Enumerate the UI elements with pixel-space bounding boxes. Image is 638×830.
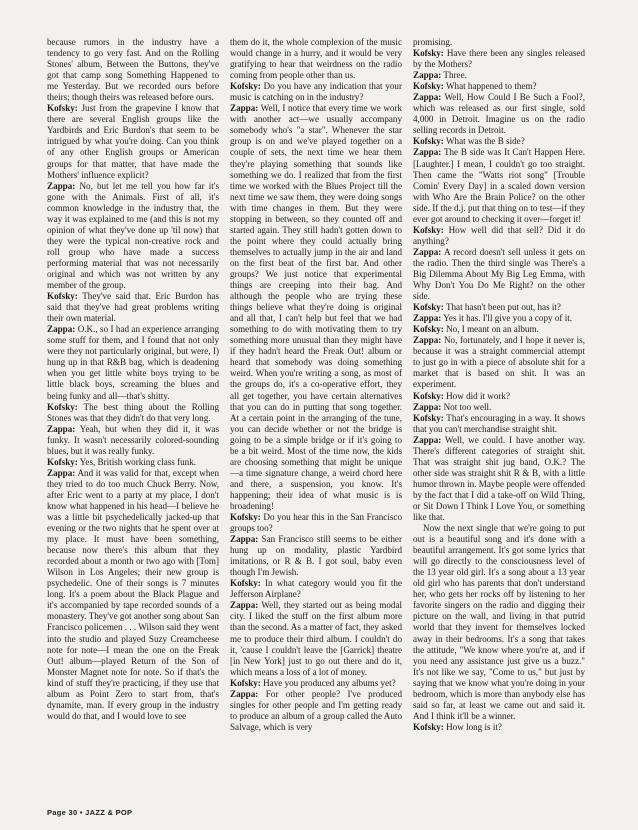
interview-turn — [413, 247, 585, 302]
paragraph-text: No, but let me tell you how far it's gone with the Animals. First of all, it's common knowledge in the industry that, the way it was explained to me (and this is not my opinion of what they've done up 'til now) that they were the typical non-creative rock and roll group who have made a success performing material that was not necessarily original and which was not written by any member of the group. — [47, 180, 219, 291]
speaker-label: Kofsky: — [230, 81, 261, 92]
paragraph-text: Have you produced any albums yet? — [263, 677, 396, 688]
page-footer: Page 30 • JAZZ & POP — [47, 808, 133, 817]
speaker-label: Zappa: — [230, 688, 259, 699]
interview-turn — [230, 512, 402, 534]
interview-turn — [47, 468, 219, 722]
paragraph-text: Not too well. — [443, 401, 492, 412]
interview-turn — [413, 81, 585, 92]
speaker-label: Zappa: — [413, 401, 442, 412]
paragraph-text: Yeah, but when they did it, it was funky. It wasn't necessarily colored-sounding blues, but it was really funky. — [47, 423, 219, 456]
speaker-label: Kofsky: — [230, 578, 261, 589]
interview-turn — [230, 689, 402, 733]
paragraph-text: promising. — [413, 37, 453, 47]
speaker-label: Zappa: — [413, 246, 442, 257]
text-column-2 — [230, 37, 402, 807]
interview-turn — [230, 103, 402, 512]
interview-turn — [230, 578, 402, 600]
interview-turn — [47, 291, 219, 324]
interview-turn — [413, 413, 585, 435]
interview-turn — [413, 147, 585, 224]
text-column-1 — [47, 37, 219, 807]
speaker-label: Zappa: — [47, 180, 76, 191]
paragraph-text: For other people? I've produced singles for other people and I'm getting ready to produce an album of a group called the Auto Salvage, which is very — [230, 688, 402, 732]
speaker-label: Kofsky: — [413, 721, 444, 732]
paragraph-text: Do you hear this in the San Francisco groups too? — [230, 512, 402, 534]
interview-turn — [413, 92, 585, 136]
paragraph-text: How long is it? — [446, 721, 502, 732]
speaker-label: Kofsky: — [413, 324, 444, 335]
paragraph-text: The B side was It Can't Happen Here. [Laughter.] I mean, I couldn't go too straight. Then came the "Watts riot song" [Trouble Comin' Every Day] in a scaled down version with Who Are the Brain Police? on the other side. If the d.j. put that thing on to test—if they ever got around to checking it over—forget it! — [413, 147, 585, 224]
speaker-label: Kofsky: — [230, 512, 261, 523]
speaker-label: Zappa: — [230, 103, 259, 114]
paragraph-text: Well, we could. I have another way. There's different categories of straight shit. That was straight shit jug band, O.K.? The other side was straight shit R & B, with a little humor thrown in. Maybe people were offended by the fact that I did a take-off on Wild Thing, or Sit Down I Think I Love You, or something like that. — [413, 434, 585, 523]
text-column-3 — [413, 37, 585, 807]
paragraph — [230, 37, 402, 81]
interview-turn — [230, 81, 402, 103]
interview-turn — [413, 324, 585, 335]
paragraph-text: Yes, British working class funk. — [79, 456, 197, 467]
paragraph-text: No, fortunately, and I hope it never is, because it was a straight commercial attempt to just go in with a piece of absolute shit for a market that is based on shit. It was an experiment. — [413, 335, 585, 390]
paragraph-text: Just from the grapevine I know that there are several English groups like the Yardbirds and Eric Burdon's that seem to be intrigued by what you're doing. Can you think of any other English groups or American groups for that matter, that have made the Mothers' influence explicit? — [47, 103, 219, 180]
paragraph-text: Do you have any indication that your music is catching on in the industry? — [230, 81, 402, 103]
paragraph-text: That hasn't been put out, has it? — [445, 302, 561, 313]
paragraph-text: San Francisco still seems to be either hung up on modality, plastic Yardbird imitations, or R & B. I got soul, baby even though I'm Jewish. — [230, 534, 402, 578]
speaker-label: Zappa: — [47, 467, 76, 478]
speaker-label: Kofsky: — [413, 224, 444, 235]
paragraph-text: How well did that sell? Did it do anything? — [413, 224, 585, 246]
paragraph-text: Now the next single that we're going to put out is a beautiful song and it's done with a beautiful arrangement. It's got some lyrics that will go directly to the consciousness level of the 13 year old girl. It's a song about a 13 year old girl who has parents that don't understand her, who gets her rocks off by listening to her favorite singers on the radio and digging their picture on the wall, and living in that putrid world that they invent for themselves locked away in their bedrooms. It's a song that takes the attitude, "We know where you're at, and if you need any assistance just give us a buzz." It's not like we say, "Come to us," but just by saying that we know what you're doing in your bedroom, which is more than anybody else has said so far, at least we came out and said it. And I think it'll be a winner. — [413, 523, 585, 721]
speaker-label: Kofsky: — [230, 677, 261, 688]
speaker-label: Kofsky: — [47, 401, 78, 412]
interview-turn — [47, 424, 219, 457]
interview-turn — [413, 313, 585, 324]
paragraph-text: because rumors in the industry have a tendency to go very fast. And on the Rolling Stones' album, Between the Buttons, they've got that camp song Something Happened to me Yesterday. But we recorded ours before theirs; though theirs was released before ours. — [47, 37, 219, 103]
interview-turn — [413, 70, 585, 81]
speaker-label: Kofsky: — [413, 81, 444, 92]
interview-turn — [47, 402, 219, 424]
speaker-label: Zappa: — [47, 324, 76, 335]
interview-turn — [413, 435, 585, 523]
paragraph — [413, 523, 585, 722]
speaker-label: Zappa: — [413, 70, 442, 81]
interview-turn — [413, 225, 585, 247]
speaker-label: Kofsky: — [413, 48, 444, 59]
paragraph-text: The best thing about the Rolling Stones was that they didn't do that very long. — [47, 401, 219, 423]
interview-turn — [230, 534, 402, 578]
speaker-label: Kofsky: — [413, 302, 444, 313]
interview-turn — [47, 324, 219, 401]
paragraph-text: No, I meant on an album. — [446, 324, 539, 335]
interview-turn — [413, 136, 585, 147]
paragraph-text: That's encouraging in a way. It shows that you can't merchandise straight shit. — [413, 412, 585, 434]
paragraph — [47, 37, 219, 103]
speaker-label: Zappa: — [413, 313, 442, 324]
speaker-label: Kofsky: — [413, 136, 444, 147]
paragraph-text: What was the B side? — [445, 136, 525, 147]
interview-turn — [413, 722, 585, 733]
paragraph — [413, 37, 585, 48]
speaker-label: Zappa: — [413, 434, 442, 445]
interview-turn — [413, 335, 585, 390]
paragraph-text: Well, I notice that every time we work with another act—we usually accompany somebody who's "a star". Whenever the star group is on and we've played together on a couple of sets, the next time we hear them they're playing something that sounds like something we do. I realized that from the first time we worked with the Blues Project till the next time we saw them, they were doing songs with time changes in them. But they were stopping in between, so they counted off and started again. They still hadn't gotten down to the point where they could actually bring themselves to actually jump in the air and land on the first beat of the first bar. And other groups? We just notice that experimental things are creeping into their bag. And although the people who are trying these things believe what they're doing is original and all that, I can't help but feel that we had something to do with motivating them to try something more unusual than they might have if they hadn't heard the Freak Out! album or heard that somebody was doing something weird. When you're writing a song, as most of the groups do, it's a co-operative effort, they all get together, you have certain alternatives that you can do in putting that song together. At a certain point in the arranging of the tune, you can decide whether or not the bridge is going to be a simple bridge or if it's going to be a bit weird. Most of the time now, the kids are choosing something that might be unique—a time signature change, a weird chord here and there, a suspension, you know. It's happening; their idea of what music is is broadening! — [230, 103, 402, 511]
interview-turn — [47, 457, 219, 468]
speaker-label: Zappa: — [413, 147, 442, 158]
paragraph-text: Well, they started out as being modal city. I liked the stuff on the first album more than the second. As a matter of fact, they asked me to produce their third album. I couldn't do it, 'cause I couldn't leave the [Garrick] theatre [in New York] just to go out there and do it, which means a loss of a lot of money. — [230, 600, 402, 677]
interview-turn — [413, 391, 585, 402]
paragraph-text: Yes it has. I'll give you a copy of it. — [443, 313, 573, 324]
speaker-label: Zappa: — [413, 335, 442, 346]
interview-turn — [47, 103, 219, 180]
paragraph-text: They've said that. Eric Burdon has said that they've had great problems writing their own material. — [47, 291, 219, 324]
paragraph-text: them do it, the whole complexion of the music would change in a hurry, and it would be very gratifying to hear that weirdness on the radio coming from people other than us. — [230, 37, 402, 81]
speaker-label: Zappa: — [47, 423, 76, 434]
speaker-label: Zappa: — [230, 600, 259, 611]
paragraph-text: What happened to them? — [445, 81, 537, 92]
interview-turn — [47, 181, 219, 291]
paragraph-text: O.K., so I had an experience arranging some stuff for them, and I found that not only were they not particularly original, but were, I) hung up in that R&B bag, which is deadening when you get little white boys trying to be little black boys, screaming the blues and being funky and all—that's shitty. — [47, 324, 219, 401]
paragraph-text: Have there been any singles released by the Mothers? — [413, 48, 585, 70]
speaker-label: Kofsky: — [413, 412, 444, 423]
interview-turn — [413, 402, 585, 413]
speaker-label: Zappa: — [413, 92, 442, 103]
interview-turn — [230, 600, 402, 677]
paragraph-text: And it was valid for that, except when they tried to do too much Chuck Berry. Now, after Eric went to a party at my place, I don't know what happened in his head—I believe he was a little bit psychedelically jacked-up that evening or the two nights that he spent over at my place. It must have been something, because now there's this album that they recorded about a month or two ago with [Tom] Wilson in Los Angeles; their new group is psychedelic. One of their songs is 7 minutes long. It's a poem about the Black Plague and it's accompanied by tape recorded sounds of a monastery. They've got another song about San Francisco policemen . . . Wilson said they went into the studio and played Suzy Creamcheese note for note—I mean the one on the Freak Out! album—played Return of the Son of Monster Magnet note for note. So if that's the kind of stuff they're practicing, if they use that album as Point Zero to start from, that's dynamite, man. If every group in the industry would do that, and I would love to see — [47, 467, 219, 721]
paragraph-text: Well, How Could I Be Such a Fool?, which was released as our first single, sold 4,000 in Detroit. Imagine us on the radio selling records in Detroit. — [413, 92, 585, 136]
speaker-label: Kofsky: — [47, 291, 78, 302]
speaker-label: Kofsky: — [413, 390, 444, 401]
interview-turn — [413, 302, 585, 313]
speaker-label: Zappa: — [230, 534, 259, 545]
paragraph-text: In what category would you fit the Jefferson Airplane? — [230, 578, 402, 600]
speaker-label: Kofsky: — [47, 103, 78, 114]
speaker-label: Kofsky: — [47, 456, 78, 467]
paragraph-text: A record doesn't sell unless it gets on the radio. Then the third single was There's a Big Dilemma About My Big Leg Emma, with Why Don't You Do Me Right? on the other side. — [413, 246, 585, 302]
interview-turn — [413, 48, 585, 70]
paragraph-text: How did it work? — [446, 390, 511, 401]
interview-turn — [230, 678, 402, 689]
paragraph-text: Three. — [443, 70, 467, 81]
